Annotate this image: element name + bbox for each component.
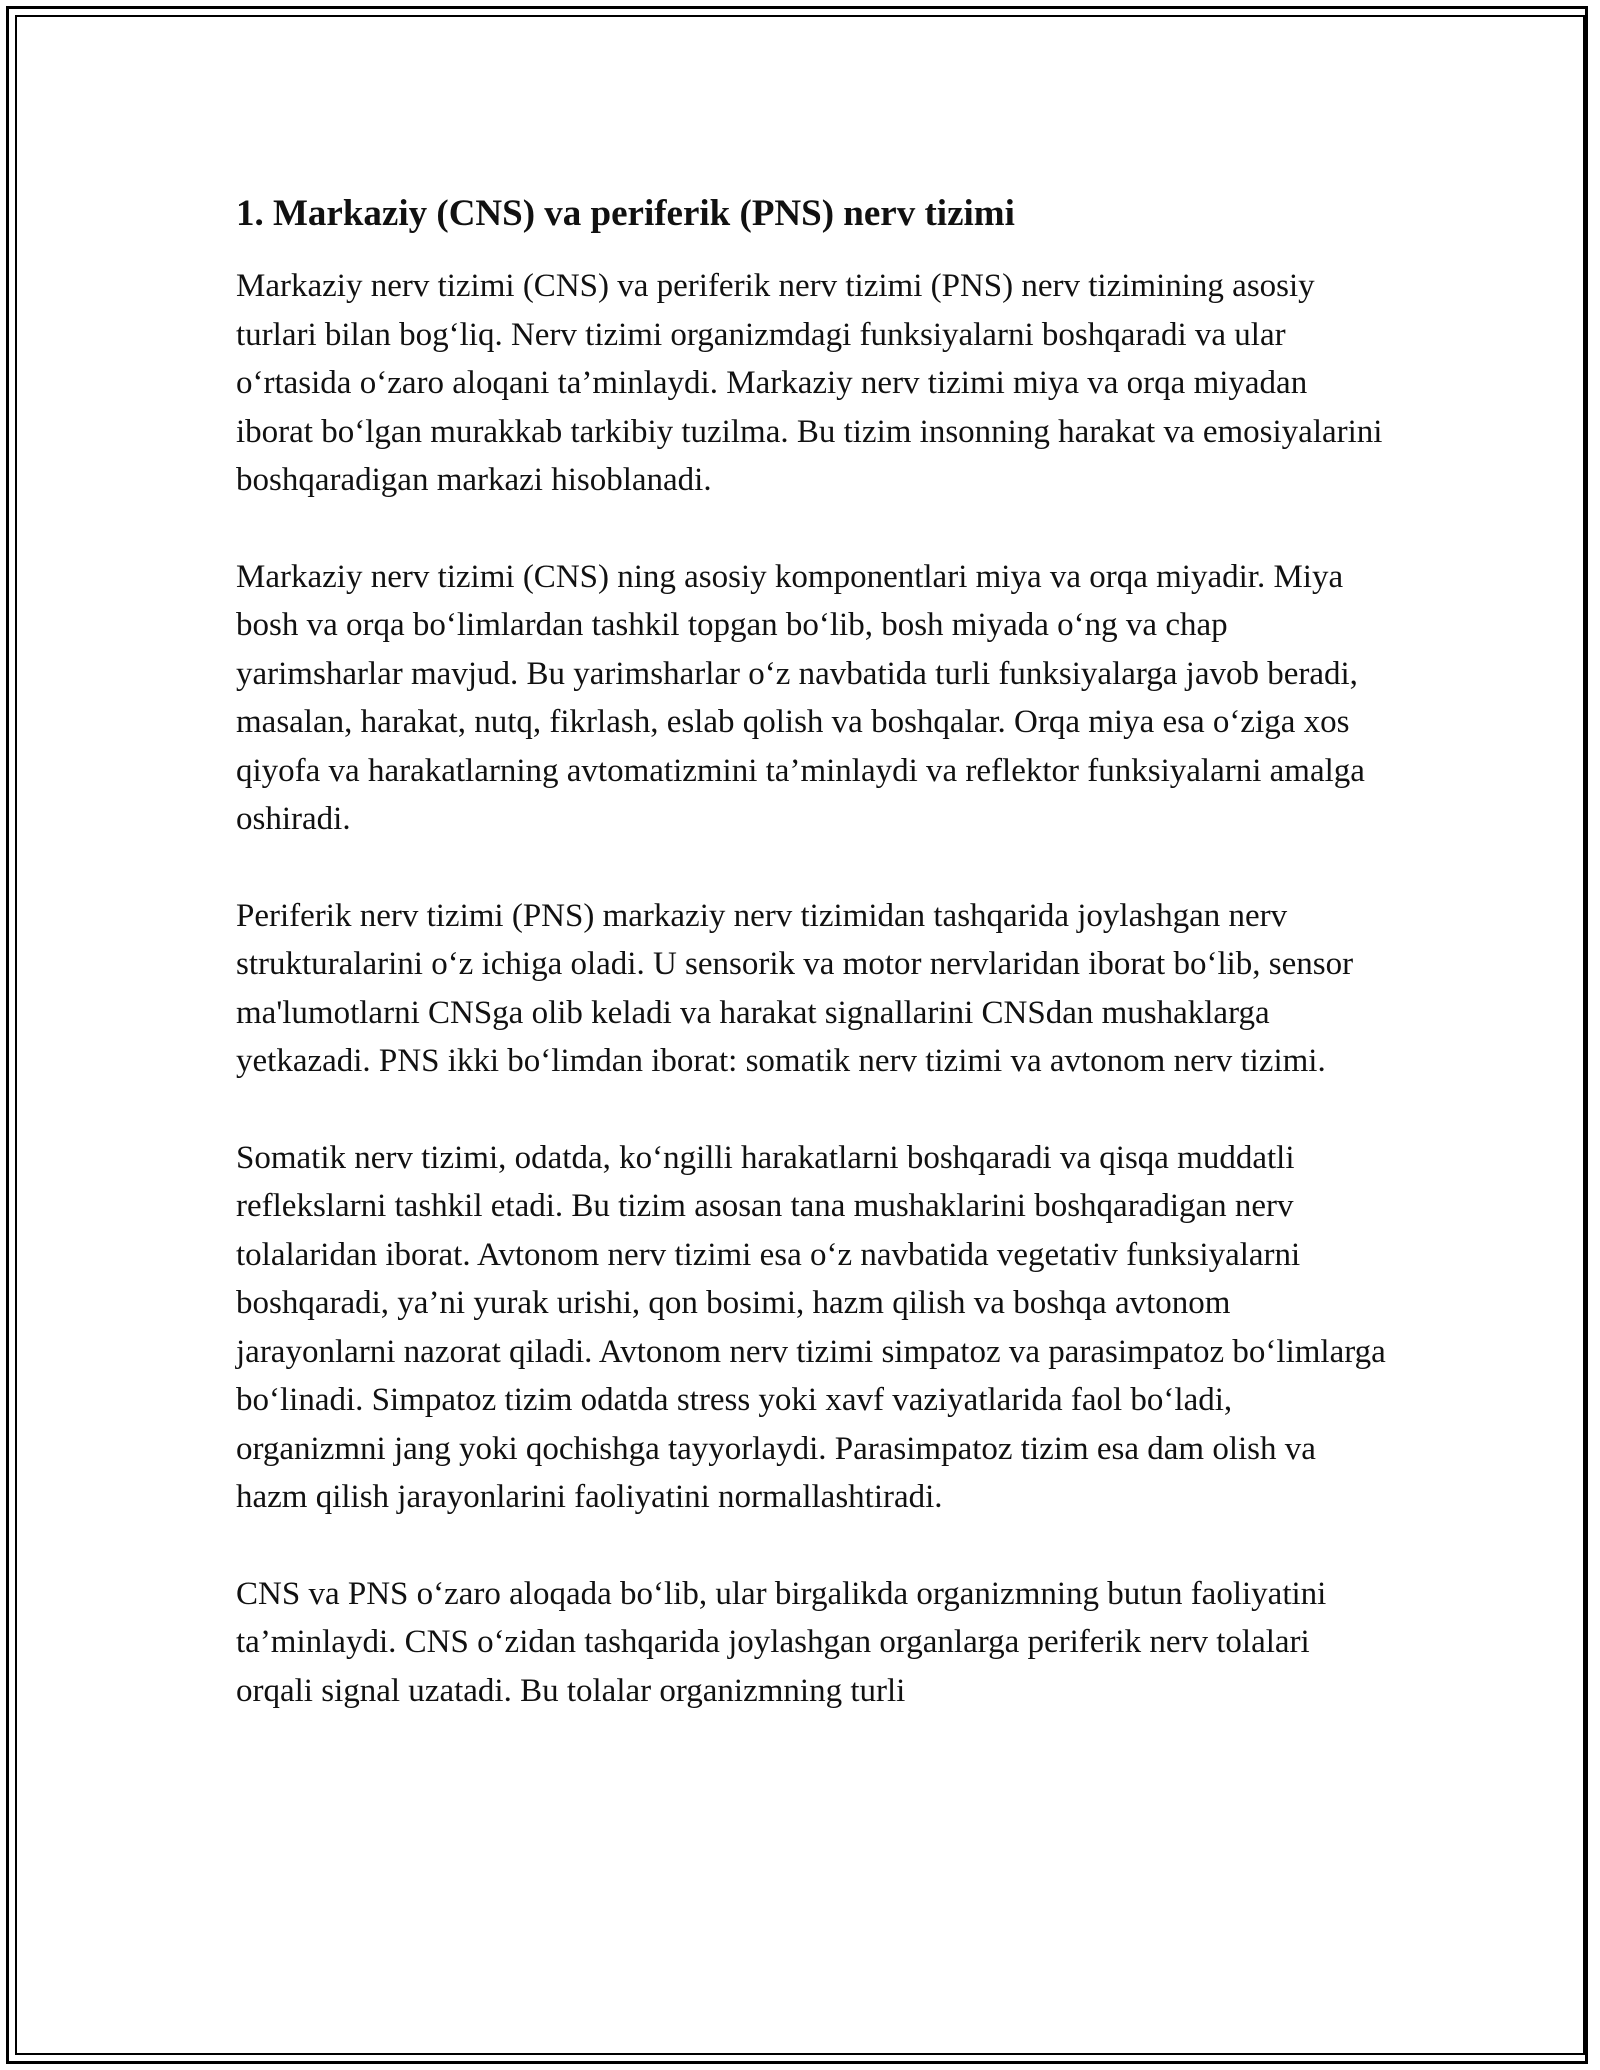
document-body [236, 186, 1386, 1763]
section-heading: 1. Markaziy (CNS) va periferik (PNS) nerv tizimi [236, 193, 1015, 234]
paragraph-1: Markaziy nerv tizimi (CNS) va periferik nerv tizimi (PNS) nerv tizimining asosiy turlari bilan bog‘liq. Nerv tizimi organizmdagi funksiyalarni boshqaradi va ular o‘rtasida o‘zaro aloqani ta’minlaydi. Markaziy nerv tizimi miya va orqa miyadan iborat bo‘lgan murakkab tarkibiy tuzilma. Bu tizim insonning harakat va emosiyalarini boshqaradigan markazi hisoblanadi. [236, 268, 1383, 498]
paragraph-2: Markaziy nerv tizimi (CNS) ning asosiy komponentlari miya va orqa miyadir. Miya bosh va orqa bo‘limlardan tashkil topgan bo‘lib, bosh miyada o‘ng va chap yarimsharlar mavjud. Bu yarimsharlar o‘z navbatida turli funksiyalarga javob beradi, masalan, harakat, nutq, fikrlash, eslab qolish va boshqalar. Orqa miya esa o‘ziga xos qiyofa va harakatlarning avtomatizmini ta’minlaydi va reflektor funksiyalarni amalga oshiradi. [236, 558, 1365, 837]
paragraph-4: Somatik nerv tizimi, odatda, ko‘ngilli harakatlarni boshqaradi va qisqa muddatli reflekslarni tashkil etadi. Bu tizim asosan tana mushaklarini boshqaradigan nerv tolalaridan iborat. Avtonom nerv tizimi esa o‘z navbatida vegetativ funksiyalarni boshqaradi, ya’ni yurak urishi, qon bosimi, hazm qilish va boshqa avtonom jarayonlarni nazorat qiladi. Avtonom nerv tizimi simpatoz va parasimpatoz bo‘limlarga bo‘linadi. Simpatoz tizim odatda stress yoki xavf vaziyatlarida faol bo‘ladi, organizmni jang yoki qochishga tayyorlaydi. Parasimpatoz tizim esa dam olish va hazm qilish jarayonlarini faoliyatini normallashtiradi. [236, 1139, 1386, 1515]
paragraph-5: CNS va PNS o‘zaro aloqada bo‘lib, ular birgalikda organizmning butun faoliyatini ta’minlaydi. CNS o‘zidan tashqarida joylashgan organlarga periferik nerv tolalari orqali signal uzatadi. Bu tolalar organizmning turli [236, 1575, 1327, 1709]
paragraph-3: Periferik nerv tizimi (PNS) markaziy nerv tizimidan tashqarida joylashgan nerv strukturalarini o‘z ichiga oladi. U sensorik va motor nervlaridan iborat bo‘lib, sensor ma'lumotlarni CNSga olib keladi va harakat signallarini CNSdan mushaklarga yetkazadi. PNS ikki bo‘limdan iborat: somatik nerv tizimi va avtonom nerv tizimi. [236, 897, 1354, 1079]
